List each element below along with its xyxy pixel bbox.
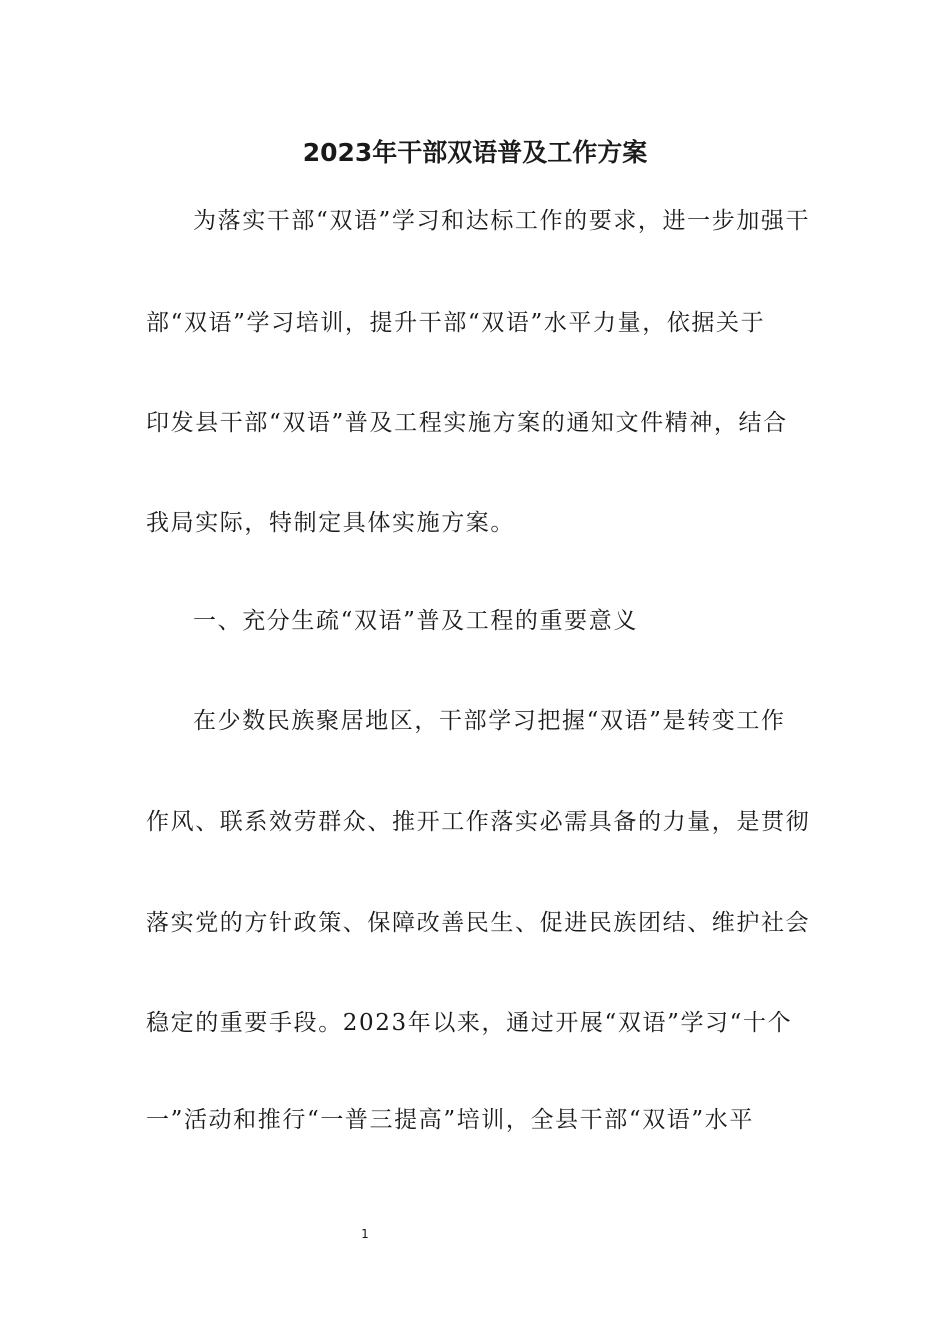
document-title: 2023年干部双语普及工作方案 — [302, 138, 648, 167]
paragraph-line-9: 一”活动和推行“一普三提高”培训，全县干部“双语”水平 — [146, 1107, 754, 1133]
paragraph-line-7: 落实党的方针政策、保障改善民生、促进民族团结、维护社会 — [146, 910, 811, 936]
paragraph-line-8: 稳定的重要手段。2023年以来，通过开展“双语”学习“十个 — [146, 1010, 793, 1036]
paragraph-line-1: 为落实干部“双语”学习和达标工作的要求，进一步加强干 — [193, 208, 811, 234]
paragraph-line-3: 印发县干部“双语”普及工程实施方案的通知文件精神，结合 — [146, 410, 788, 436]
paragraph-line-4: 我局实际，特制定具体实施方案。 — [146, 510, 515, 536]
paragraph-line-6: 作风、联系效劳群众、推开工作落实必需具备的力量，是贯彻 — [146, 809, 811, 835]
page-number: 1 — [361, 1227, 369, 1241]
paragraph-line-5: 在少数民族聚居地区，干部学习把握“双语”是转变工作 — [193, 708, 786, 734]
section-heading-1: 一、充分生疏“双语”普及工程的重要意义 — [193, 608, 638, 634]
paragraph-line-2: 部“双语”学习培训，提升干部“双语”水平力量，依据关于 — [146, 310, 766, 336]
